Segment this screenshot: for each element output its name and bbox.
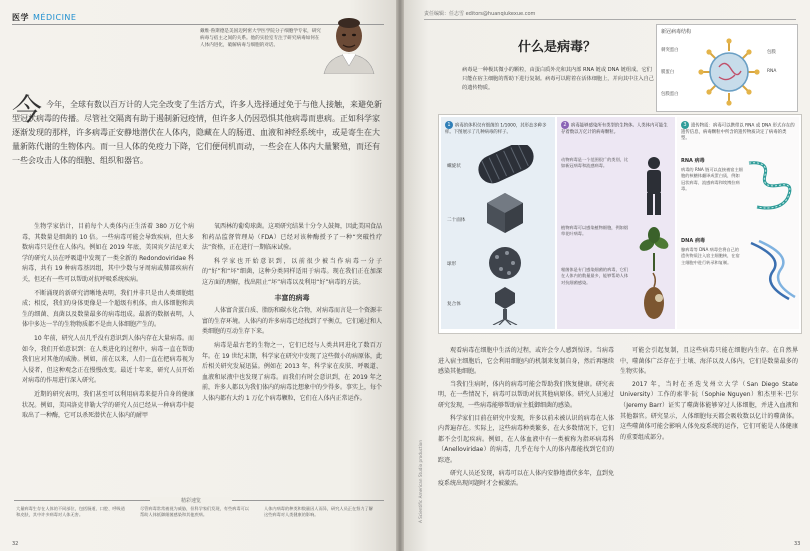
shape-label: 球形 [447,262,457,267]
intro-paragraph [12,93,384,168]
panel-heading-text: 病毒的体积仅有细菌的 1/1000，其形态多种多样。下图展示了几种病毒的样子。 [445,123,547,135]
sidenote-title [150,497,232,504]
helical-virus-icon [474,145,538,188]
paragraph: 近期的研究表明，我们甚至可以利用病毒来提升自身的健康状况。例如，美国洛克菲勒大学的研究人员已经从一种病毒中提取出了一种酶，它可以杀死潜伏在人体内的耐甲 [22,390,194,420]
left-page [0,0,396,551]
page-number-left: 32 [12,541,19,547]
right-column-2 [620,346,798,445]
human-icon [647,157,661,215]
paragraph: 科学家们目前在研究中发现，许多以前未被认识的病毒在人体内普遍存在。实际上，这些病毒种类繁多，在大多数情况下，它们都不会引起疾病。例如，在人体血液中有一类被称为指环病毒科（Anelloviridae）的病毒，几乎在每个人的体内都能找到它们的踪迹。 [438,414,614,464]
header-rule-right [424,19,796,20]
infographic-intro: 病毒是一种极其微小的颗粒，由蛋白质外壳和其内部 RNA 链或 DNA 链组成。它们只能在宿主细胞的帮助下进行复制。病毒可以附着在活体细胞上，并向其中注入自己的遗传物质。 [462,67,654,91]
dna-title: DNA 病毒 [681,238,705,244]
complex-virus-icon [493,287,517,325]
host-text-bacteria: 噬菌体是专门感染细菌的病毒，它们在人体内的数量最多，能够帮助人体对抗细菌感染。 [561,267,629,285]
panel-number: 2 [561,121,569,129]
rna-strand-icon [743,157,797,215]
panel-hosts [557,117,675,329]
infographic-title: 什么是病毒？ [517,40,596,55]
paragraph: 研究人员还发现，病毒可以在人体内安静地潜伏多年，直到免疫系统出现问题时才会被激活。 [438,469,614,488]
panel-heading [445,121,553,136]
hosts-illustration [635,153,673,323]
page-gutter [396,0,404,551]
paragraph: 10 年前，研究人员几乎没有意识到人体内存在大量病毒。而如今，我们开始意识到：在人类进化的过程中，病毒一直在帮助我们应对其他的威胁。例如，前在以来，人们一直在把病毒视为入侵者，但这种观念正在慢慢改变。最近十年来，研究人员开始对病毒的作用进行深入研究。 [22,334,194,385]
shape-label: 二十面体 [447,218,466,223]
paragraph: 2017 年，当时在圣迭戈州立大学（San Diego State University）工作的索菲·阮（Sophie Nguyen）和杰里米·巴尔（Jeremy Barr）证实了噬菌体能够穿过人体细胞，并进入血液和其他器官。研究显示，人体细胞每天都会吸收数以亿计的噬菌体。这些噬菌体可能会影响人体免疫系统的运作，它们可能是人体健康的重要组成部分。 [620,380,798,441]
structure-label: 刺突蛋白 [661,48,679,53]
shape-label: 螺旋状 [447,164,461,169]
sidenote-title-text: 精彩速览 [180,498,201,504]
section-label-en: MÉDICINE [33,13,77,22]
right-page [404,0,810,551]
section-label: 医学 [12,13,29,22]
virus-structure-box [656,24,798,112]
paragraph: 当我们生病时，体内的病毒可能会帮助我们恢复健康。研究表明，在一些情况下，病毒可以帮助对抗其他病原体。研究人员通过研究发现，一些病毒能够帮助宿主抵御细菌的感染。 [438,380,614,409]
host-text-plant: 植物病毒可以感染植物细胞，例如烟草花叶病毒。 [561,225,629,237]
dna-strand-icon [743,237,797,307]
panel-number: 3 [681,121,689,129]
coronavirus-icon [697,37,761,107]
drop-cap: 今 [12,93,42,128]
paragraph: 生物学家估计，目前每个人类体内正生活着 380 万亿个病毒，其数量是细菌的 10 倍。一些病毒可能会导致疾病，但大多数病毒只是住在人体内。例如在 2019 年底，美国宾夕法尼亚大学的研究人员在呼吸道中发现了一类全新的 Redondoviridae 科病毒，共有 19 种病毒基因组，其中少数与牙周病或肺部疾病有关，但还有一些可以帮助对抗呼吸系统疾病。 [22,223,194,283]
section-header [12,12,76,23]
bacteria-icon [644,273,664,319]
sidenote-1: 大量病毒生存在人体的不同部位，包括肠道、口腔、呼吸道和皮肤，其中许多病毒对人体无害。 [16,506,125,518]
panel-heading [681,121,795,143]
author-bio: 戴维·鲁斯德是美国迈阿密大学医学院分子细胞学专家，研究病毒与宿主之间的关系。他的实验室专注于研究病毒如何在人体内进化，破解病毒与细胞的对话。 [200,29,321,49]
sidenote-3: 人体内病毒的种类和数量因人而异，研究人员正在努力了解这些病毒对人类健康的影响。 [264,506,373,518]
paragraph: 不断涌现的新研究清晰地表明，我们并非只是由人类细胞组成；相反，我们的身体更像是一个超级有机体，由人体细胞和共生的细菌、真菌以及数量最多的病毒组成。最新的数据表明，人体中多达一半的生物物质都不是由人体细胞产生的。 [22,289,194,329]
plant-icon [638,227,671,271]
panel-virus-shapes [441,117,555,329]
rna-text: 病毒的 RNA 链可以直接被宿主细胞的核糖体翻译成蛋白质，例如冠状病毒、流感病毒和埃博拉病毒。 [681,167,743,192]
structure-title: 新冠病毒结构 [661,29,692,35]
sidenote-2: 尽管病毒常常被视为威胁，但科学家们发现，有些病毒可以帮助人体抵御细菌感染和其他疾病。 [140,506,249,518]
paragraph: 氧西林的葡萄球菌。这项研究结果十分令人鼓舞，因此美国食品和药品监督管理局（FDA）已经对该种酶授予了一种“突破性疗法”资格，正在进行一期临床试验。 [202,223,383,252]
structure-label: RNA [767,69,777,74]
paragraph: 可能会引起复制，且这些病毒只能在细胞内生存。在自然界中，噬菌体广泛存在于土壤、海洋以及人体内，它们是数量最多的生物实体。 [620,347,798,376]
shape-label: 复合体 [447,302,461,307]
structure-label: 膜蛋白 [661,70,675,75]
panel-genetic-material [677,117,799,329]
dna-text: 腺病毒等 DNA 病毒会将自己的遗传物质注入宿主细胞核，在宿主细胞中进行转录和复制。 [681,247,740,265]
author-portrait [318,14,380,74]
panel-heading-text: 病毒能够感染所有类型的生物体。人类体内可能生存着数以万亿计的病毒颗粒。 [561,123,668,135]
infographic-panels [438,114,802,334]
structure-label: 包膜蛋白 [661,92,679,97]
left-column-1 [22,222,194,425]
page-number-right: 33 [794,541,801,547]
vertical-credit: A Scientific American Studio production [418,440,423,524]
editor-header: 责任编辑：任志雪 editors@huanqiukexue.com [424,11,536,17]
paragraph: 观看病毒在细胞中生活的过程，或许会令人感到惊讶。当病毒进入宿主细胞后，它会利用细胞内的机制来复制自身，然后再继续感染其他细胞。 [438,347,614,376]
paragraph: 病毒是最古老的生物之一，它们已经与人类共同进化了数百万年。在 19 世纪末期，科学家在研究中发现了这些微小的病原体，此后相关研究发展迅猛。例如在 2013 年，科学家在皮肤、呼吸道、血液和尿液中也发现了病毒。而我们有时会意识到，在 2019 年之前，许多人都以为我们体内的病毒比想象中的少得多。事实上，每个人体内都有大约 1 万亿个病毒颗粒，它们在人体内正常运作。 [202,341,383,402]
panel-heading-text: 遗传物质：病毒可以携带以 RNA 或 DNA 形式存在的遗传信息，病毒颗粒中所含的遗传物质决定了病毒的类型。 [681,123,795,142]
rna-title: RNA 病毒 [681,158,705,164]
left-column-2 [202,222,382,408]
structure-label: 包膜 [767,50,776,55]
right-column-1 [438,346,614,492]
virus-shapes-illustration [471,145,551,325]
spherical-virus-icon [489,247,521,279]
panel-heading [561,121,669,136]
paragraph: 科学家也开始意识到，以前很少被当作病毒一分子的“好”和“坏”细菌，这种分类同样适用于病毒。现在我们正在加深这方面的理解，找出阻止“坏”病毒以及利用“好”病毒的方法。 [202,257,382,286]
subheading: 丰富的病毒 [274,293,310,302]
host-text-animal: 动物病毒是一个范围很广的类别，比如新冠病毒和流感病毒。 [561,157,629,169]
icosahedral-virus-icon [487,193,523,233]
intro-text: 今年，全球有数以百万计的人完全改变了生活方式，许多人选择通过免于与他人接触，来避免新型冠状病毒的传播。尽管社交隔离有助于遏制新冠疫情，但许多人仍因恐惧其他病毒而患病。正如科学家逐渐发现的那样，许多病毒正安静地潜伏在人体内，隐藏在人的肠道、血液和神经系统中，或是寄生在大量新陈代谢的生物体内。而一旦人体的免疫力下降，它们便伺机而动，一些会在人体内大量繁殖，而还有一些会攻击人体的细胞、组织和器官。 [12,100,382,165]
paragraph: 人体富含蛋白质、脂肪和碳水化合物，对病毒而言是一个资源丰富的生存环境。人体内的许多病毒已经找到了平衡点，它们通过和人类细胞的互动生存下来。 [202,307,383,336]
panel-number: 1 [445,121,453,129]
